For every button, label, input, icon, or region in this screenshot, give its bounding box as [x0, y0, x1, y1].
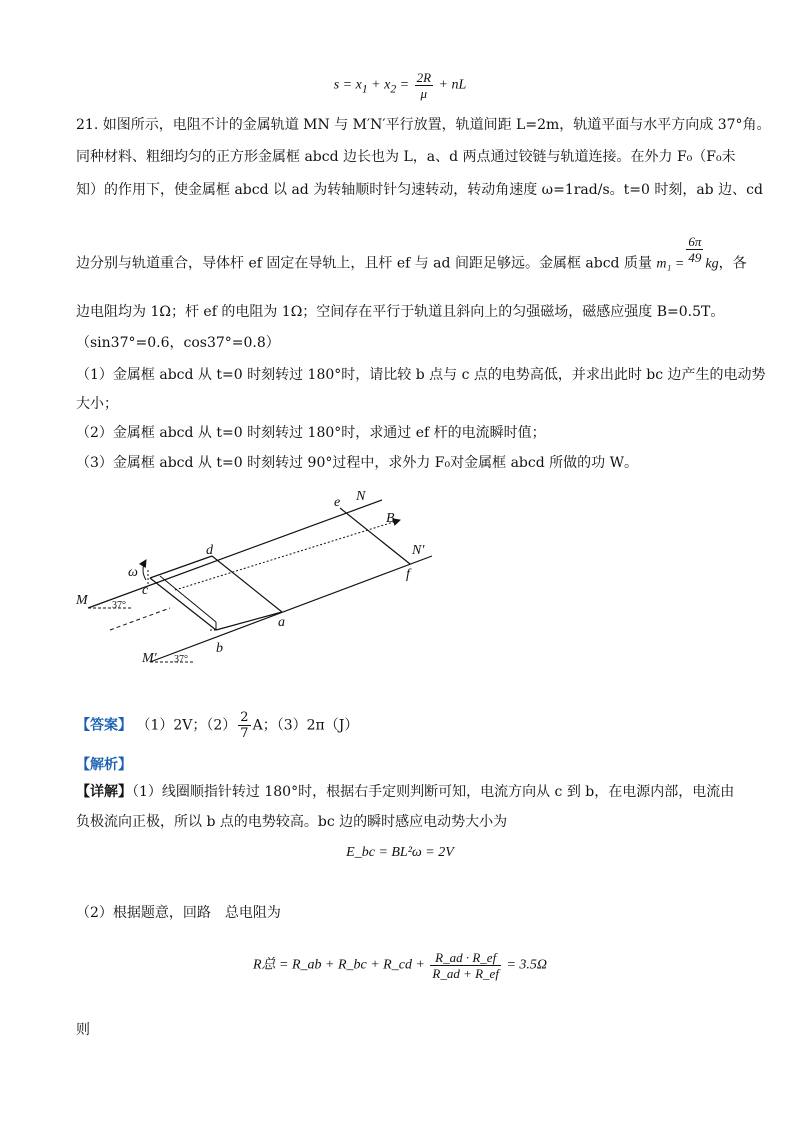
label-omega: ω [128, 565, 138, 580]
edge-cd [150, 556, 212, 578]
problem-line-2: 同种材料、粗细均匀的正方形金属框 abcd 边长也为 L，a、d 两点通过铰链与轨道连接。在外力 F₀（F₀未 [76, 149, 736, 165]
question-1b: 大小； [76, 396, 118, 412]
label-c: c [142, 583, 149, 598]
label-a: a [278, 615, 285, 630]
question-2: （2）金属框 abcd 从 t=0 时刻转过 180°时，求通过 ef 杆的电流瞬时值； [76, 425, 546, 441]
detail-line-3: （2）根据题意，回路 总电阻为 [76, 905, 281, 921]
omega-arrow [143, 560, 146, 580]
label-Nprime: N′ [412, 543, 425, 558]
rail-frame-figure [70, 480, 450, 670]
analysis-tag-line [76, 755, 132, 775]
rod-ef [340, 508, 410, 564]
label-B: B [386, 511, 395, 526]
angle-label-2: 37° [174, 654, 188, 665]
edge-ad [212, 556, 282, 612]
top-formula: $s = x_1 + x_2$ = $\frac{2R}{\mu}$ + nL [333, 70, 467, 101]
label-Mprime: M′ [142, 651, 157, 666]
question-1a: （1）金属框 abcd 从 t=0 时刻转过 180°时，请比较 b 点与 c 点的电势高低，并求出此时 bc 边产生的电动势 [76, 367, 766, 383]
edge-bc-2 [160, 576, 216, 622]
label-N: N [356, 489, 366, 504]
detail-line-4: 则 [76, 1022, 90, 1038]
detail-line-1: 【详解】（1）线圈顺指针转过 180°时，根据右手定则判断可知，电流方向从 c 到 b，在电源内部，电流由 [76, 784, 735, 800]
answer-tag: 【答案】 [76, 717, 132, 734]
edge-bc [150, 578, 216, 630]
problem-line-6: （sin37°=0.6，cos37°=0.8） [76, 335, 280, 351]
label-M: M [76, 593, 88, 608]
label-b: b [216, 641, 223, 656]
question-3: （3）金属框 abcd 从 t=0 时刻转过 90°过程中，求外力 F₀对金属框 abcd 所做的功 W。 [76, 455, 638, 471]
problem-line-5: 边电阻均为 1Ω；杆 ef 的电阻为 1Ω；空间存在平行于轨道且斜向上的匀强磁场，磁感应强度 B=0.5T。 [76, 304, 725, 320]
edge-ab [216, 612, 282, 630]
label-f: f [406, 567, 410, 582]
label-e: e [334, 495, 341, 510]
analysis-tag: 【解析】 [76, 757, 132, 773]
problem-line-1: 21. 如图所示，电阻不计的金属轨道 MN 与 M′N′平行放置，轨道间距 L=2m，轨道平面与水平方向成 37°角。 [76, 117, 771, 133]
angle-label-1: 37° [112, 600, 126, 611]
equation-emf: E_bc = BL²ω = 2V [346, 845, 454, 860]
rail-MprimeNprime [150, 556, 432, 662]
equation-total-resistance: R总 = R_ab + R_bc + R_cd + $\frac{R\_ad \cdot R\_ef}{R\_ad + R\_ef}$ = 3.5Ω [252, 950, 548, 981]
detail-line-2: 负极流向正极，所以 b 点的电势较高。bc 边的瞬时感应电动势大小为 [76, 814, 508, 830]
answer-line: 【答案】 （1）2V；（2） $\frac{2}{7}$ A；（3）2π（J） [76, 710, 359, 741]
problem-line-4: 边分别与轨道重合，导体杆 ef 固定在导轨上，且杆 ef 与 ad 间距足够远。金属框 abcd 质量 m₁ = $\frac{6\pi}{49}$ kg，各 [76, 234, 747, 272]
detail-tag: 【详解】 [76, 784, 132, 800]
problem-line-3: 知）的作用下，使金属框 abcd 以 ad 为转轴顺时针匀速转动，转动角速度 ω=1rad/s。t=0 时刻，ab 边、cd [76, 182, 763, 198]
label-d: d [206, 543, 213, 558]
dashed-line-1 [110, 608, 170, 630]
